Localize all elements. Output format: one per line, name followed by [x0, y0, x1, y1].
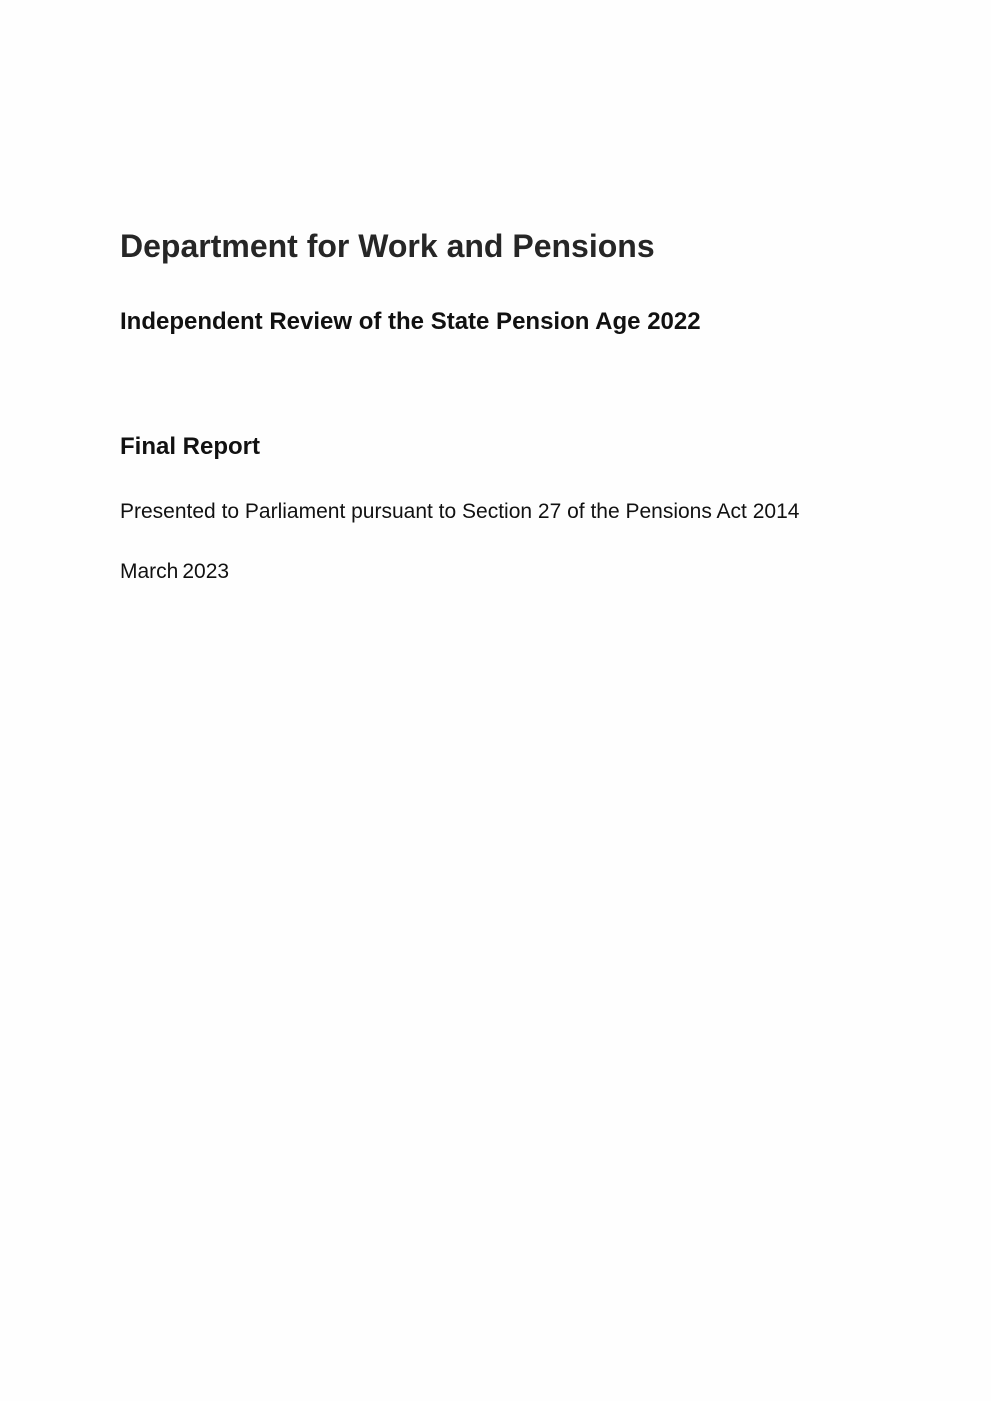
- department-title: Department for Work and Pensions: [120, 228, 655, 264]
- review-title: Independent Review of the State Pension Age 2022: [120, 308, 701, 335]
- date-month: March: [120, 560, 179, 583]
- report-type-heading: Final Report: [120, 433, 261, 460]
- date-year: 2023: [182, 560, 230, 583]
- publication-date: [120, 560, 229, 584]
- presented-statement: Presented to Parliament pursuant to Section 27 of the Pensions Act 2014: [120, 500, 800, 523]
